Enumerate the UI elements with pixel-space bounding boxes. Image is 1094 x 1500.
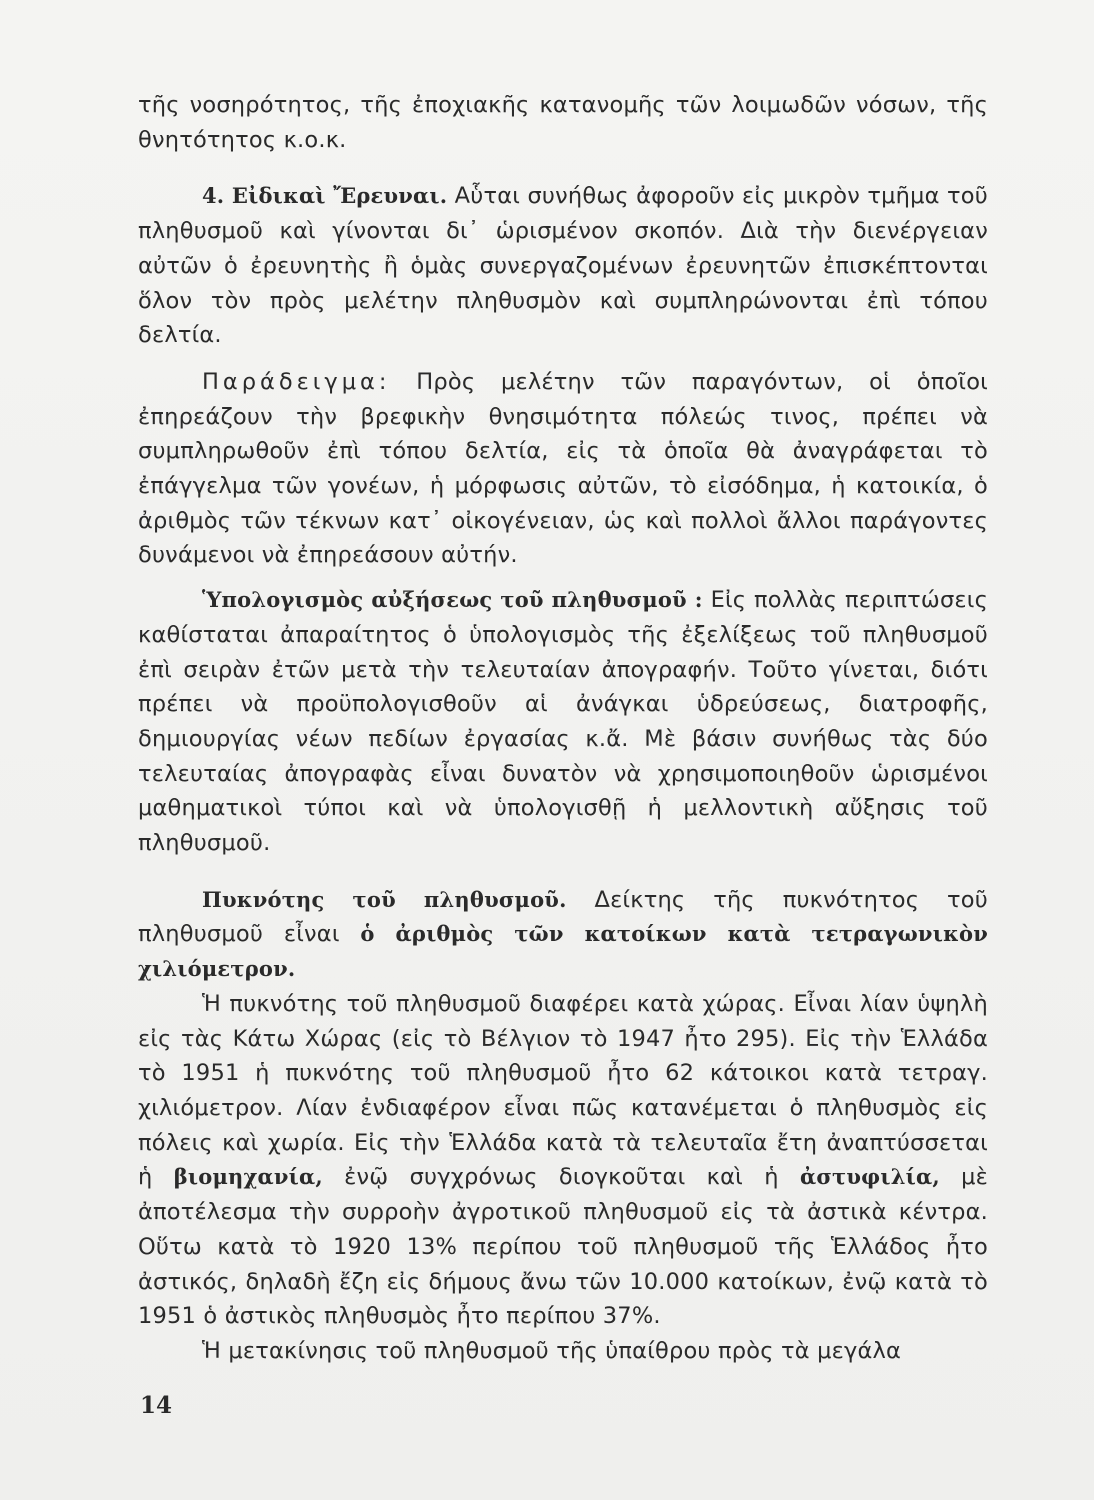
growth-text: Εἰς πολλὰς περιπτώσεις καθίσταται ἀπαραίτητος ὁ ὑπολογισμὸς τῆς ἐξελίξεως τοῦ πληθυσμοῦ ἐπὶ σειρὰν ἐτῶν μετὰ τὴν τελευταίαν ἀπογραφήν. Τοῦτο γίνεται, διότι πρέπει νὰ προϋπολογισθοῦν αἱ ἀνάγκαι ὑδρεύσεως, διατροφῆς, δημιουργίας νέων πεδίων ἐργασίας κ.ἄ. Μὲ βάσιν συνήθως τὰς δύο τελευταίας ἀπογραφὰς εἶναι δυνατὸν νὰ χρησιμοποιηθοῦν ὡρισμένοι μαθηματικοὶ τύποι καὶ νὰ ὑπολογισθῇ ἡ μελλοντικὴ αὔξησις τοῦ πληθυσμοῦ. <box>138 587 988 857</box>
section-heading-density: Πυκνότης τοῦ πληθυσμοῦ. <box>202 886 567 912</box>
term-industry: βιομηχανία, <box>173 1164 323 1190</box>
paragraph-density-comparison <box>138 987 988 1334</box>
section-heading-special-surveys: 4. Εἰδικαὶ Ἔρευναι. <box>202 183 448 209</box>
paragraph-growth <box>138 583 988 861</box>
paragraph-continuation: τῆς νοσηρότητος, τῆς ἐποχιακῆς κατανομῆς τῶν λοιμωδῶν νόσων, τῆς θνητότητος κ.ο.κ. <box>138 92 988 153</box>
special-surveys-text: Αὗται συνήθως ἀφοροῦν εἰς μικρὸν τμῆμα τοῦ πληθυσμοῦ καὶ γίνονται δι᾽ ὡρισμένον σκοπόν. Διὰ τὴν διενέργειαν αὐτῶν ὁ ἐρευνητὴς ἢ ὁμὰς συνεργαζομένων ἐρευνητῶν ἐπισκέπτονται ὅλον τὸν πρὸς μελέτην πληθυσμὸν καὶ συμπληρώνονται ἐπὶ τόπου δελτία. <box>138 183 988 349</box>
example-text: Πρὸς μελέτην τῶν παραγόντων, οἱ ὁποῖοι ἐπηρεάζουν τὴν βρεφικὴν θνησιμότητα πόλεώς τινος, πρέπει νὰ συμπληρωθοῦν ἐπὶ τόπου δελτία, εἰς τὰ ὁποῖα θὰ ἀναγράφεται τὸ ἐπάγγελμα τῶν γονέων, ἡ μόρφωσις αὐτῶν, τὸ εἰσόδημα, ἡ κατοικία, ὁ ἀριθμὸς τῶν τέκνων κατ᾽ οἰκογένειαν, ὡς καὶ πολλοὶ ἄλλοι παράγοντες δυνάμενοι νὰ ἐπηρεάσουν αὐτήν. <box>138 368 988 569</box>
density-text: Δείκτης τῆς πυκνότητος τοῦ πληθυσμοῦ εἶναι <box>138 886 988 948</box>
paragraph-special-surveys <box>138 179 988 353</box>
section-heading-growth: Ὑπολογισμὸς αὐξήσεως τοῦ πληθυσμοῦ : <box>202 587 703 613</box>
density-comparison-text-b: ἐνῷ συγχρόνως διογκοῦται καὶ ἡ <box>322 1164 800 1191</box>
density-comparison-text-a: Ἡ πυκνότης τοῦ πληθυσμοῦ διαφέρει κατὰ χώρας. Εἶναι λίαν ὑψηλὴ εἰς τὰς Κάτω Χώρας (εἰς τὸ Βέλγιον τὸ 1947 ἦτο 295). Εἰς τὴν Ἑλλάδα τὸ 1951 ἡ πυκνότης τοῦ πληθυσμοῦ ἦτο 62 κάτοικοι κατὰ τετραγ. χιλιόμετρον. Λίαν ἐνδιαφέρον εἶναι πῶς κατανέμεται ὁ πληθυσμὸς εἰς πόλεις καὶ χωρία. Εἰς τὴν Ἑλλάδα κατὰ τὰ τελευταῖα ἔτη ἀναπτύσσεται ἡ <box>138 990 988 1191</box>
term-urbanization: ἀστυφιλία, <box>799 1164 940 1190</box>
paragraph-example <box>138 365 988 573</box>
body-text <box>138 88 988 1369</box>
example-label: Παράδειγμα: <box>202 368 391 395</box>
density-comparison-text-c: μὲ ἀποτέλεσμα τὴν συρροὴν ἀγροτικοῦ πληθυσμοῦ εἰς τὰ ἀστικὰ κέντρα. Οὕτω κατὰ τὸ 1920 13% περίπου τοῦ πληθυσμοῦ τῆς Ἑλλάδος ἦτο ἀστικός, δηλαδὴ ἔζη εἰς δήμους ἄνω τῶν 10.000 κατοίκων, ἐνῷ κατὰ τὸ 1951 ὁ ἀστικὸς πληθυσμὸς ἦτο περίπου 37%. <box>138 1164 989 1330</box>
paragraph-migration: Ἡ μετακίνησις τοῦ πληθυσμοῦ τῆς ὑπαίθρου πρὸς τὰ μεγάλα <box>202 1337 902 1364</box>
page-number: 14 <box>140 1392 173 1419</box>
paragraph-density <box>138 883 988 987</box>
density-definition: ὁ ἀριθμὸς τῶν κατοίκων κατὰ τετραγωνικὸν χιλιόμετρον. <box>138 921 988 982</box>
